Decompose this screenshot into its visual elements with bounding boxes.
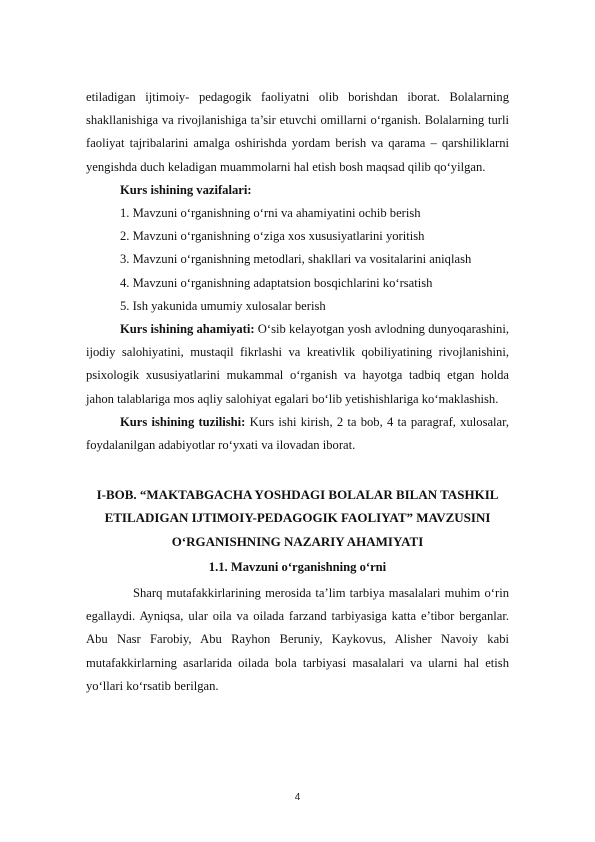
structure-label: Kurs ishining tuzilishi: bbox=[120, 414, 246, 429]
section-spacer bbox=[86, 457, 509, 483]
task-item-5: 5. Ish yakunida umumiy xulosalar berish bbox=[120, 298, 326, 313]
importance-paragraph bbox=[86, 318, 509, 411]
intro-paragraph: etiladigan ijtimoiy- pedagogik faoliyatni olib borishdan iborat. Bolalarning shakllanishiga va rivojlanishiga ta’sir etuvchi omillarni o‘rganish. Bolalarning turli faoliyat tajribalarini amalga oshirishda yordam berish va qarama – qarshiliklarni yengishda duch keladigan muammolarni hal etish bosh maqsad qilib qo‘yilgan. bbox=[86, 90, 509, 174]
tasks-heading: Kurs ishining vazifalari: bbox=[120, 182, 252, 197]
structure-text: Kurs ishi kirish, 2 ta bob, 4 ta paragraf, xulosalar, foydalanilgan adabiyotlar ro‘yxati va ilovadan iborat. bbox=[86, 414, 509, 453]
task-item-1: 1. Mavzuni o‘rganishning o‘rni va ahamiyatini ochib berish bbox=[120, 206, 421, 221]
section-paragraph: Sharq mutafakkirlarining merosida ta’lim tarbiya masalalari muhim o‘rin egallaydi. Ayniqsa, ular oila va oilada farzand tarbiyasiga katta e’tibor berganlar. Abu Nasr Farobiy, Abu Rayhon Beruniy, Kaykovus, Alisher Navoiy kabi mutafakkirlarning asarlarida oilada bola tarbiyasi masalalari va ularni hal etish yo‘llari ko‘rsatib berilgan. bbox=[86, 586, 509, 693]
task-item-4: 4. Mavzuni o‘rganishning adaptatsion bosqichlarini ko‘rsatish bbox=[120, 275, 433, 290]
task-item-3: 3. Mavzuni o‘rganishning metodlari, shakllari va vositalarini aniqlash bbox=[120, 252, 472, 267]
importance-text: O‘sib kelayotgan yosh avlodning dunyoqarashini, ijodiy salohiyatini, mustaqil fikrlashi va kreativlik qobiliyatining rivojlanishini, psixologik xususiyatlarini mukammal o‘rganish va hayotga tadbiq etgan holda jahon talablariga mos aqliy salohiyat egalari bo‘lib yetishishlariga ko‘maklashish. bbox=[86, 322, 509, 406]
page-content bbox=[86, 86, 509, 698]
section-title: 1.1. Mavzuni o‘rganishning o‘rni bbox=[208, 559, 387, 574]
chapter-title: I-BOB. “MAKTABGACHA YOSHDAGI BOLALAR BILAN TASHKIL ETILADIGAN IJTIMOIY-PEDAGOGIK FAOLIYAT” MAVZUSINI O‘RGANISHNING NAZARIY AHAMIYATI bbox=[96, 487, 499, 549]
page-number: 4 bbox=[294, 792, 301, 803]
importance-label: Kurs ishining ahamiyati: bbox=[120, 322, 255, 337]
task-item-2: 2. Mavzuni o‘rganishning o‘ziga xos xususiyatlarini yoritish bbox=[120, 229, 425, 244]
structure-paragraph bbox=[86, 411, 509, 457]
